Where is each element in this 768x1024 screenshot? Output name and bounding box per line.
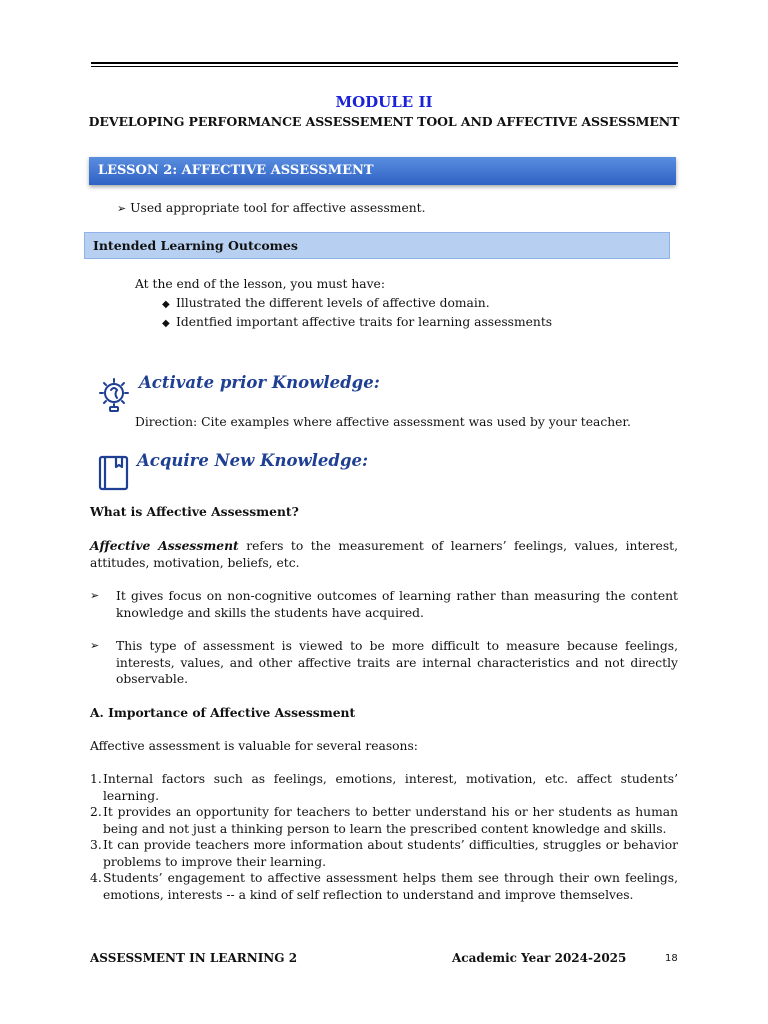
ilo-intro: At the end of the lesson, you must have: bbox=[135, 277, 385, 291]
reason-number: 4. bbox=[90, 871, 102, 885]
ilo-item-text: Identfied important affective traits for learning assessments bbox=[176, 315, 553, 329]
arrow-bullet-icon: ➢ bbox=[90, 639, 100, 652]
top-rule-thin bbox=[91, 66, 678, 67]
definition-paragraph bbox=[90, 538, 678, 571]
reason-item bbox=[90, 804, 678, 837]
reason-number: 1. bbox=[90, 772, 102, 786]
point-text: This type of assessment is viewed to be more difficult to measure because feelings, interests, values, and other affective traits are internal characteristics and not directly observable. bbox=[116, 639, 678, 686]
definition-term: Affective Assessment bbox=[90, 538, 239, 553]
reason-text: Internal factors such as feelings, emotions, interest, motivation, etc. affect students’ learning. bbox=[103, 772, 678, 803]
module-subtitle: DEVELOPING PERFORMANCE ASSESSEMENT TOOL AND AFFECTIVE ASSESSMENT bbox=[88, 114, 680, 129]
ilo-item bbox=[162, 314, 552, 333]
diamond-bullet-icon: ◆ bbox=[162, 318, 170, 329]
ilo-item-text: Illustrated the different levels of affective domain. bbox=[176, 296, 490, 310]
ilo-heading-bar: Intended Learning Outcomes bbox=[84, 232, 670, 259]
arrow-bullet-icon: ➢ bbox=[90, 589, 100, 602]
reasons-list bbox=[90, 771, 678, 903]
reason-number: 2. bbox=[90, 805, 102, 819]
reason-text: It provides an opportunity for teachers to better understand his or her students as human being and not just a thinking person to learn the prescribed content knowledge and skills. bbox=[103, 805, 678, 836]
ilo-item bbox=[162, 295, 490, 314]
reason-number: 3. bbox=[90, 838, 102, 852]
lesson-banner: LESSON 2: AFFECTIVE ASSESSMENT bbox=[89, 157, 676, 185]
top-rule-thick bbox=[91, 62, 678, 64]
reason-item bbox=[90, 837, 678, 870]
acquire-heading: Acquire New Knowledge: bbox=[137, 451, 369, 470]
point-item bbox=[90, 588, 678, 621]
objective-text: Used appropriate tool for affective assessment. bbox=[130, 201, 426, 215]
point-item bbox=[90, 638, 678, 688]
footer-course: ASSESSMENT IN LEARNING 2 bbox=[90, 951, 298, 965]
diamond-bullet-icon: ◆ bbox=[162, 299, 170, 310]
activate-heading: Activate prior Knowledge: bbox=[139, 373, 380, 392]
point-text: It gives focus on non-cognitive outcomes of learning rather than measuring the content knowledge and skills the students have acquired. bbox=[116, 589, 678, 620]
reason-item bbox=[90, 771, 678, 804]
section-a-heading: A. Importance of Affective Assessment bbox=[90, 705, 356, 720]
page-number: 18 bbox=[665, 953, 678, 964]
reason-text: Students’ engagement to affective assessment helps them see through their own feelings, emotions, interests -- a kind of self reflection to understand and improve themselves. bbox=[103, 871, 678, 902]
reason-item bbox=[90, 870, 678, 903]
section-a-intro: Affective assessment is valuable for several reasons: bbox=[90, 739, 418, 753]
definition-text: refers to the measurement of learners’ feelings, values, interest, attitudes, motivation, beliefs, etc. bbox=[90, 539, 678, 570]
footer-year: Academic Year 2024-2025 bbox=[452, 951, 627, 965]
activate-direction: Direction: Cite examples where affective assessment was used by your teacher. bbox=[135, 415, 631, 429]
module-title: MODULE II bbox=[335, 93, 433, 111]
book-icon bbox=[97, 454, 131, 492]
lightbulb-gear-icon bbox=[96, 376, 132, 414]
content-question: What is Affective Assessment? bbox=[90, 504, 299, 519]
lesson-objective bbox=[117, 200, 426, 218]
arrow-bullet-icon: ➢ bbox=[117, 202, 127, 215]
reason-text: It can provide teachers more information about students’ difficulties, struggles or behavior problems to improve their learning. bbox=[103, 838, 678, 869]
